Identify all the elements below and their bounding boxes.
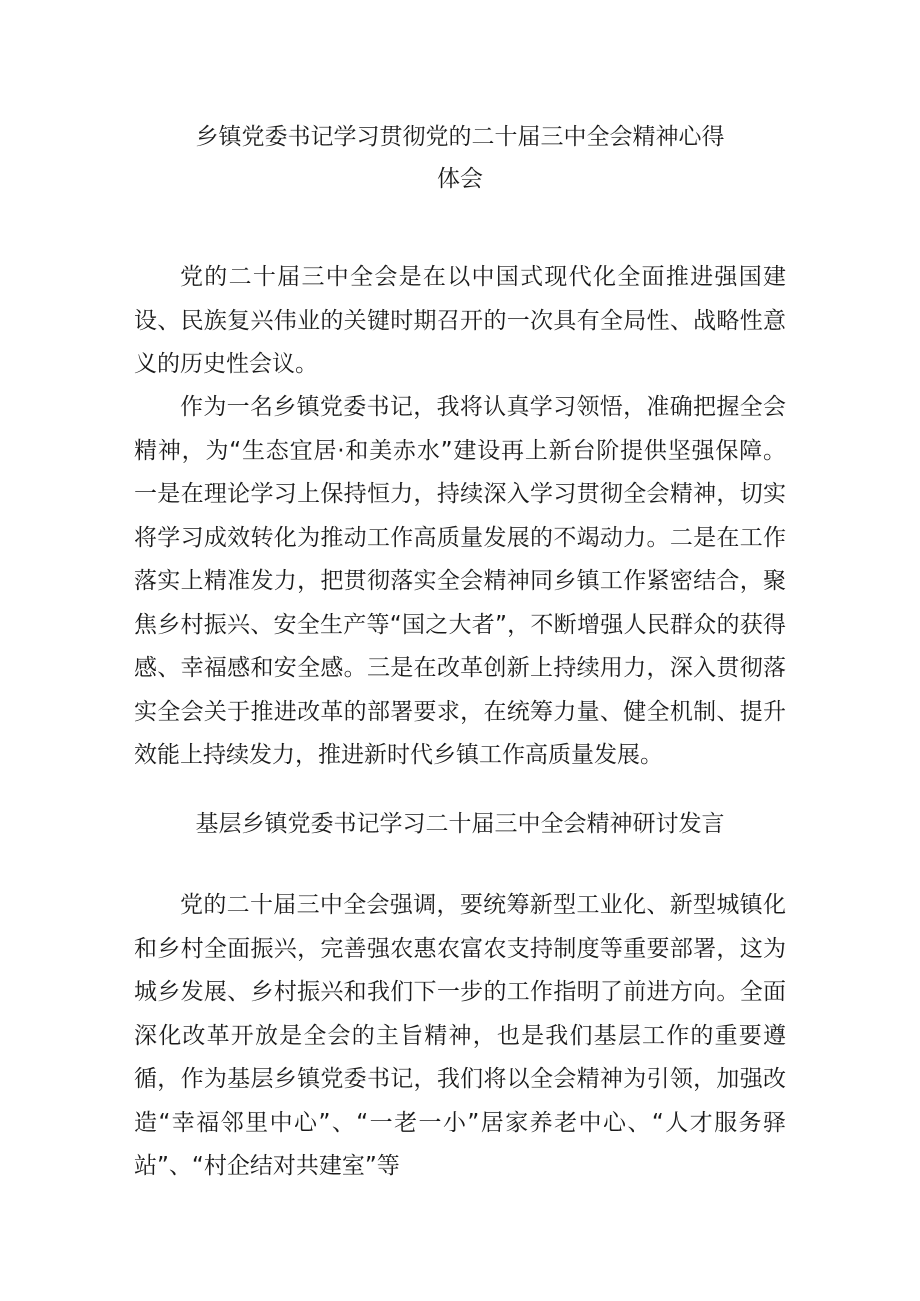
article-title-1 [134, 116, 786, 200]
paragraph-1: 党的二十届三中全会是在以中国式现代化全面推进强国建设、民族复兴伟业的关键时期召开的一次具有全局性、战略性意义的历史性会议。 [134, 264, 786, 377]
article-title-1-line-1: 乡镇党委书记学习贯彻党的二十届三中全会精神心得 [195, 124, 725, 150]
article-title-2: 基层乡镇党委书记学习二十届三中全会精神研讨发言 [195, 811, 725, 837]
article-title-1-line-2: 体会 [437, 166, 483, 192]
paragraph-2: 作为一名乡镇党委书记，我将认真学习领悟，准确把握全会精神，为“生态宜居·和美赤水”建设再上新台阶提供坚强保障。一是在理论学习上保持恒力，持续深入学习贯彻全会精神，切实将学习成效转化为推动工作高质量发展的不竭动力。二是在工作落实上精准发力，把贯彻落实全会精神同乡镇工作紧密结合，聚焦乡村振兴、安全生产等“国之大者”，不断增强人民群众的获得感、幸福感和安全感。三是在改革创新上持续用力，深入贯彻落实全会关于推进改革的部署要求，在统筹力量、健全机制、提升效能上持续发力，推进新时代乡镇工作高质量发展。 [134, 394, 786, 768]
paragraph-3: 党的二十届三中全会强调，要统筹新型工业化、新型城镇化和乡村全面振兴，完善强农惠农富农支持制度等重要部署，这为城乡发展、乡村振兴和我们下一步的工作指明了前进方向。全面深化改革开放是全会的主旨精神，也是我们基层工作的重要遵循，作为基层乡镇党委书记，我们将以全会精神为引领，加强改造“幸福邻里中心”、“一老一小”居家养老中心、“人才服务驿站”、“村企结对共建室”等 [134, 892, 786, 1179]
